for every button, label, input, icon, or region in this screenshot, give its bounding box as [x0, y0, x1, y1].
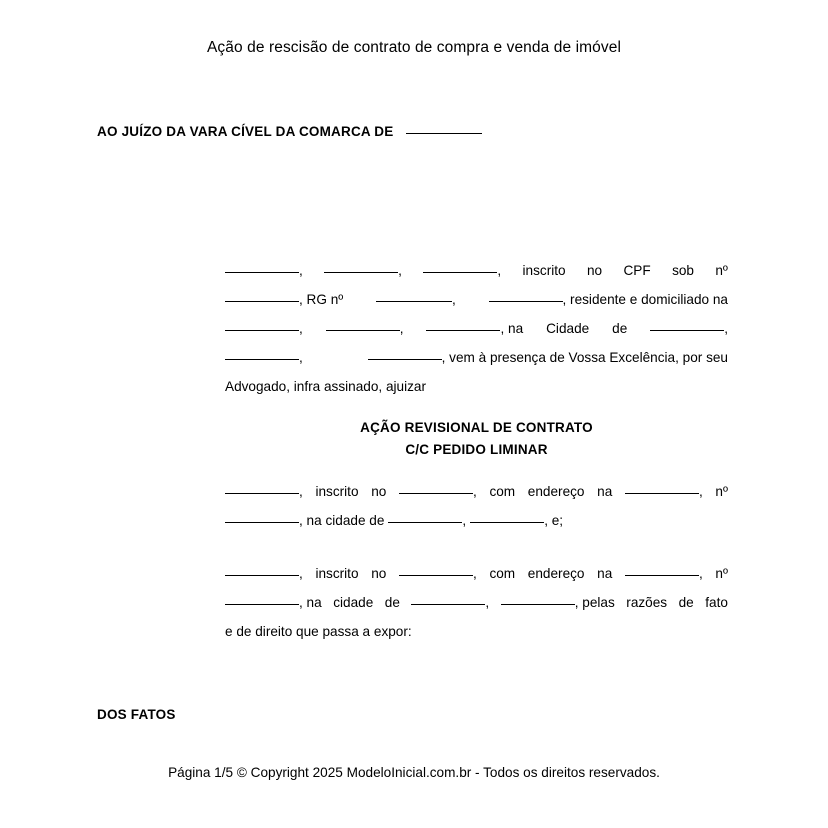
text-fragment: nº — [715, 484, 728, 499]
defendant-2-line-1 — [225, 559, 728, 588]
plaintiff-line-3 — [225, 314, 728, 343]
text-fragment: , — [299, 566, 303, 581]
text-fragment: , na — [299, 595, 322, 610]
text-fragment: , RG nº — [299, 292, 344, 307]
text-fragment: razões — [626, 595, 668, 610]
text-fragment: nº — [715, 263, 728, 278]
plaintiff-line-1 — [225, 256, 728, 285]
blank-field — [225, 522, 299, 523]
text-fragment: , — [299, 263, 303, 278]
text-fragment: com — [489, 484, 516, 499]
blank-field — [326, 330, 400, 331]
page-title: Ação de rescisão de contrato de compra e venda de imóvel — [206, 39, 621, 56]
page-footer: Página 1/5 © Copyright 2025 ModeloInicial.com.br - Todos os direitos reservados. — [168, 765, 660, 780]
text-fragment: , — [485, 595, 490, 610]
text-fragment: inscrito — [315, 566, 359, 581]
defendant-1-line-2 — [225, 506, 728, 535]
text-fragment: endereço — [527, 566, 585, 581]
defendant-2-line-2 — [225, 588, 728, 617]
plaintiff-line-5 — [225, 372, 728, 401]
blank-field — [225, 272, 299, 273]
action-heading — [225, 417, 728, 461]
blank-field — [225, 301, 299, 302]
blank-field — [426, 330, 500, 331]
text-fragment: , — [299, 321, 303, 336]
blank-field — [368, 359, 442, 360]
defendant-paragraph-2 — [225, 559, 728, 646]
plaintiff-line-4 — [225, 343, 728, 372]
text-fragment: , — [451, 292, 456, 307]
text-fragment: , na — [500, 321, 524, 336]
text-fragment: de — [612, 321, 628, 336]
blank-field — [399, 575, 473, 576]
court-name-blank — [406, 133, 482, 134]
text-fragment: sob — [672, 263, 694, 278]
blank-field — [225, 493, 299, 494]
blank-field — [501, 604, 575, 605]
text-fragment: , — [462, 513, 467, 528]
text-fragment: na — [597, 484, 613, 499]
text-fragment: , — [497, 263, 502, 278]
blank-field — [650, 330, 724, 331]
blank-field — [470, 522, 544, 523]
text-fragment: , — [698, 484, 703, 499]
blank-field — [489, 301, 563, 302]
defendant-paragraph-1 — [225, 477, 728, 535]
blank-field — [225, 575, 299, 576]
text-fragment: , — [299, 350, 303, 365]
text-fragment: , na cidade de — [299, 513, 385, 528]
text-fragment: , — [398, 263, 402, 278]
blank-field — [324, 272, 398, 273]
action-heading-line-1: AÇÃO REVISIONAL DE CONTRATO — [360, 420, 593, 435]
blank-field — [225, 604, 299, 605]
section-heading-dos-fatos: DOS FATOS — [97, 707, 176, 722]
text-fragment: endereço — [527, 484, 585, 499]
text-fragment: inscrito — [522, 263, 566, 278]
text-fragment: na — [597, 566, 613, 581]
blank-field — [399, 493, 473, 494]
text-fragment: Cidade — [546, 321, 590, 336]
text-fragment: com — [489, 566, 516, 581]
text-fragment: , e; — [544, 513, 564, 528]
blank-field — [388, 522, 462, 523]
text-fragment: , vem à presença de Vossa Excelência, por seu — [441, 350, 728, 365]
text-fragment: , pelas — [574, 595, 615, 610]
blank-field — [411, 604, 485, 605]
defendant-2-line-3 — [225, 617, 728, 646]
text-fragment: , — [299, 484, 303, 499]
text-fragment: de — [678, 595, 694, 610]
blank-field — [225, 359, 299, 360]
blank-field — [376, 301, 452, 302]
text-fragment: fato — [705, 595, 728, 610]
blank-field — [625, 493, 699, 494]
text-fragment: inscrito — [315, 484, 359, 499]
plaintiff-paragraph — [225, 256, 728, 401]
text-fragment: , — [472, 484, 477, 499]
text-fragment: nº — [715, 566, 728, 581]
text-fragment: cidade — [333, 595, 374, 610]
blank-field — [225, 330, 299, 331]
plaintiff-line-2 — [225, 285, 728, 314]
text-fragment: , — [698, 566, 703, 581]
text-fragment: no — [586, 263, 603, 278]
court-heading-label: AO JUÍZO DA VARA CÍVEL DA COMARCA DE — [97, 124, 394, 139]
text-fragment: Advogado, infra assinado, ajuizar — [225, 379, 427, 394]
text-fragment: e de direito que passa a expor: — [225, 624, 412, 639]
text-fragment: , — [399, 321, 404, 336]
text-fragment: , — [724, 321, 728, 336]
defendant-1-line-1 — [225, 477, 728, 506]
blank-field — [625, 575, 699, 576]
text-fragment: CPF — [623, 263, 651, 278]
text-fragment: , residente e domiciliado na — [562, 292, 728, 307]
text-fragment: de — [384, 595, 400, 610]
text-fragment: , — [472, 566, 477, 581]
text-fragment: no — [371, 566, 387, 581]
blank-field — [423, 272, 497, 273]
action-heading-line-2: C/C PEDIDO LIMINAR — [405, 442, 548, 457]
text-fragment: no — [371, 484, 387, 499]
court-heading — [97, 122, 482, 141]
